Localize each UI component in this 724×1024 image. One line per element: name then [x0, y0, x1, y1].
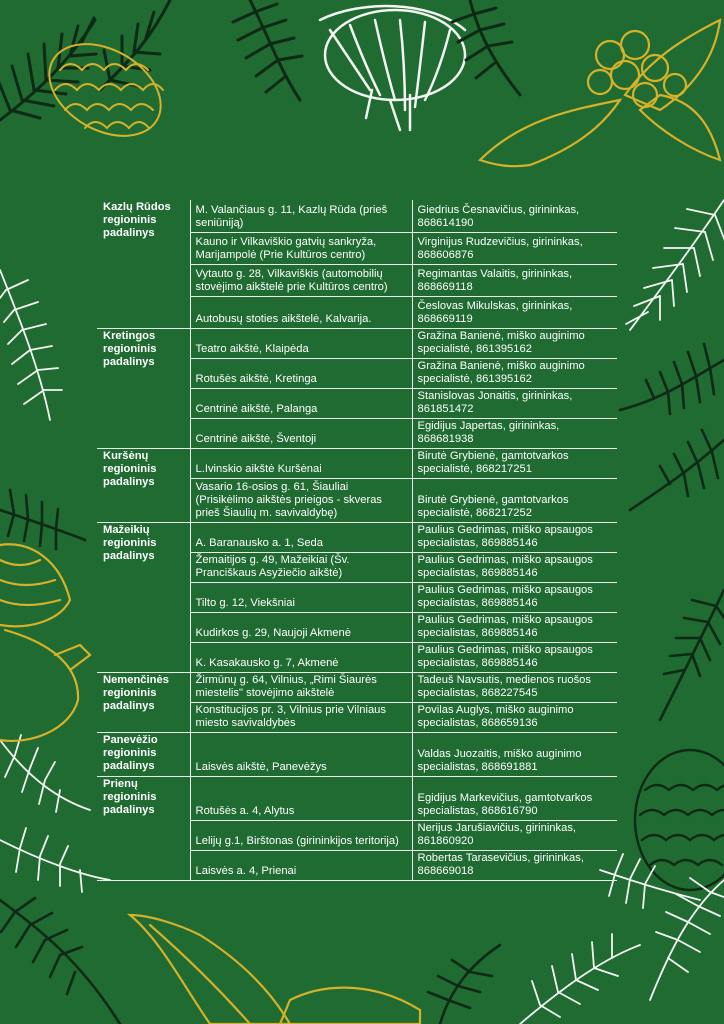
- contact-cell: Stanislovas Jonaitis, girininkas, 861851472: [412, 388, 617, 418]
- pine-cone-white-top: [320, 6, 465, 130]
- contact-cell: Virginijus Rudzevičius, girininkas, 868606876: [412, 232, 617, 264]
- location-cell: Kauno ir Vilkaviškio gatvių sankryža, Marijampolė (Prie Kultūros centro): [190, 232, 412, 264]
- contact-cell: Birutė Grybienė, gamtotvarkos specialistė, 868217251: [412, 448, 617, 478]
- location-cell: Žirmūnų g. 64, Vilnius, „Rimi Šiaurės miestelis" stovėjimo aikštelė: [190, 672, 412, 702]
- location-cell: Laisvės aikštė, Panevėžys: [190, 732, 412, 776]
- table-row: [97, 732, 617, 776]
- location-cell: M. Valančiaus g. 11, Kazlų Rūda (prieš seniūniją): [190, 200, 412, 232]
- location-cell: Lelijų g.1, Birštonas (girininkijos teritorija): [190, 820, 412, 850]
- region-name: Kazlų Rūdos regioninis padalinys: [97, 200, 190, 328]
- region-name: Nemenčinės regioninis padalinys: [97, 672, 190, 732]
- contact-cell: Tadeuš Navsutis, medienos ruošos specialistas, 868227545: [412, 672, 617, 702]
- location-cell: Žemaitijos g. 49, Mažeikiai (Šv. Pranciškaus Asyžiečio aikštė): [190, 552, 412, 582]
- location-schedule-table: [97, 200, 617, 881]
- location-cell: Centrinė aikštė, Palanga: [190, 388, 412, 418]
- contact-cell: Nerijus Jarušiavičius, girininkas, 861860920: [412, 820, 617, 850]
- contact-cell: Robertas Tarasevičius, girininkas, 868669018: [412, 850, 617, 880]
- table-row: [97, 672, 617, 702]
- table-row: [97, 200, 617, 232]
- location-cell: Vytauto g. 28, Vilkaviškis (automobilių stovėjimo aikštelė prie Kultūros centro): [190, 264, 412, 296]
- pine-branch-dark-top-left: [0, 0, 170, 120]
- region-name: Prienų regioninis padalinys: [97, 776, 190, 880]
- contact-cell: Egidijus Japertas, girininkas, 868681938: [412, 418, 617, 448]
- contact-cell: Gražina Banienė, miško auginimo specialistė, 861395162: [412, 358, 617, 388]
- location-cell: Konstitucijos pr. 3, Vilnius prie Vilniaus miesto savivaldybės: [190, 702, 412, 732]
- location-cell: Centrinė aikštė, Šventoji: [190, 418, 412, 448]
- location-cell: L.Ivinskio aikštė Kuršėnai: [190, 448, 412, 478]
- contact-cell: Paulius Gedrimas, miško apsaugos specialistas, 869885146: [412, 642, 617, 672]
- pine-cone-gold-top-left: [33, 25, 177, 154]
- location-cell: Rotušės aikštė, Kretinga: [190, 358, 412, 388]
- holly-leaf-gold-bottom: [130, 915, 420, 1024]
- location-cell: Kudirkos g. 29, Naujoji Akmenė: [190, 612, 412, 642]
- table-row: [97, 522, 617, 552]
- pine-cone-dark-bottom-right: [635, 750, 724, 890]
- acorn-gold-left: [0, 544, 90, 741]
- region-name: Mažeikių regioninis padalinys: [97, 522, 190, 672]
- location-cell: A. Baranausko a. 1, Seda: [190, 522, 412, 552]
- region-name: Panevėžio regioninis padalinys: [97, 732, 190, 776]
- contact-cell: Paulius Gedrimas, miško apsaugos specialistas, 869885146: [412, 582, 617, 612]
- location-cell: Teatro aikštė, Klaipėda: [190, 328, 412, 358]
- table-row: [97, 448, 617, 478]
- location-cell: Tilto g. 12, Viekšniai: [190, 582, 412, 612]
- location-cell: Autobusų stoties aikštelė, Kalvarija.: [190, 296, 412, 328]
- contact-cell: Egidijus Markevičius, gamtotvarkos specialistas, 868616790: [412, 776, 617, 820]
- contact-cell: Povilas Auglys, miško auginimo specialistas, 868659136: [412, 702, 617, 732]
- location-cell: Laisvės a. 4, Prienai: [190, 850, 412, 880]
- contact-cell: Paulius Gedrimas, miško apsaugos specialistas, 869885146: [412, 552, 617, 582]
- contact-cell: Regimantas Valaitis, girininkas, 868669118: [412, 264, 617, 296]
- pine-branch-white-right: [626, 200, 724, 330]
- schedule-table-container: [97, 200, 617, 881]
- contact-cell: Gražina Banienė, miško auginimo specialistė, 861395162: [412, 328, 617, 358]
- location-cell: Rotušės a. 4, Alytus: [190, 776, 412, 820]
- pine-branch-dark-right: [620, 344, 724, 720]
- contact-cell: Česlovas Mikulskas, girininkas, 868669119: [412, 296, 617, 328]
- location-cell: K. Kasakausko g. 7, Akmenė: [190, 642, 412, 672]
- contact-cell: Paulius Gedrimas, miško apsaugos specialistas, 869885146: [412, 522, 617, 552]
- region-name: Kuršėnų regioninis padalinys: [97, 448, 190, 522]
- contact-cell: Valdas Juozaitis, miško auginimo specialistas, 868691881: [412, 732, 617, 776]
- contact-cell: Birutė Grybienė, gamtotvarkos specialistė, 868217252: [412, 478, 617, 522]
- contact-cell: Paulius Gedrimas, miško apsaugos specialistas, 869885146: [412, 612, 617, 642]
- region-name: Kretingos regioninis padalinys: [97, 328, 190, 448]
- holly-gold-top-right: [480, 20, 720, 166]
- table-row: [97, 328, 617, 358]
- location-cell: Vasario 16-osios g. 61, Šiauliai (Prisikėlimo aikštės prieigos - skveras prieš Šiaulių m. savivaldybę): [190, 478, 412, 522]
- table-row: [97, 776, 617, 820]
- contact-cell: Giedrius Česnavičius, girininkas, 868614190: [412, 200, 617, 232]
